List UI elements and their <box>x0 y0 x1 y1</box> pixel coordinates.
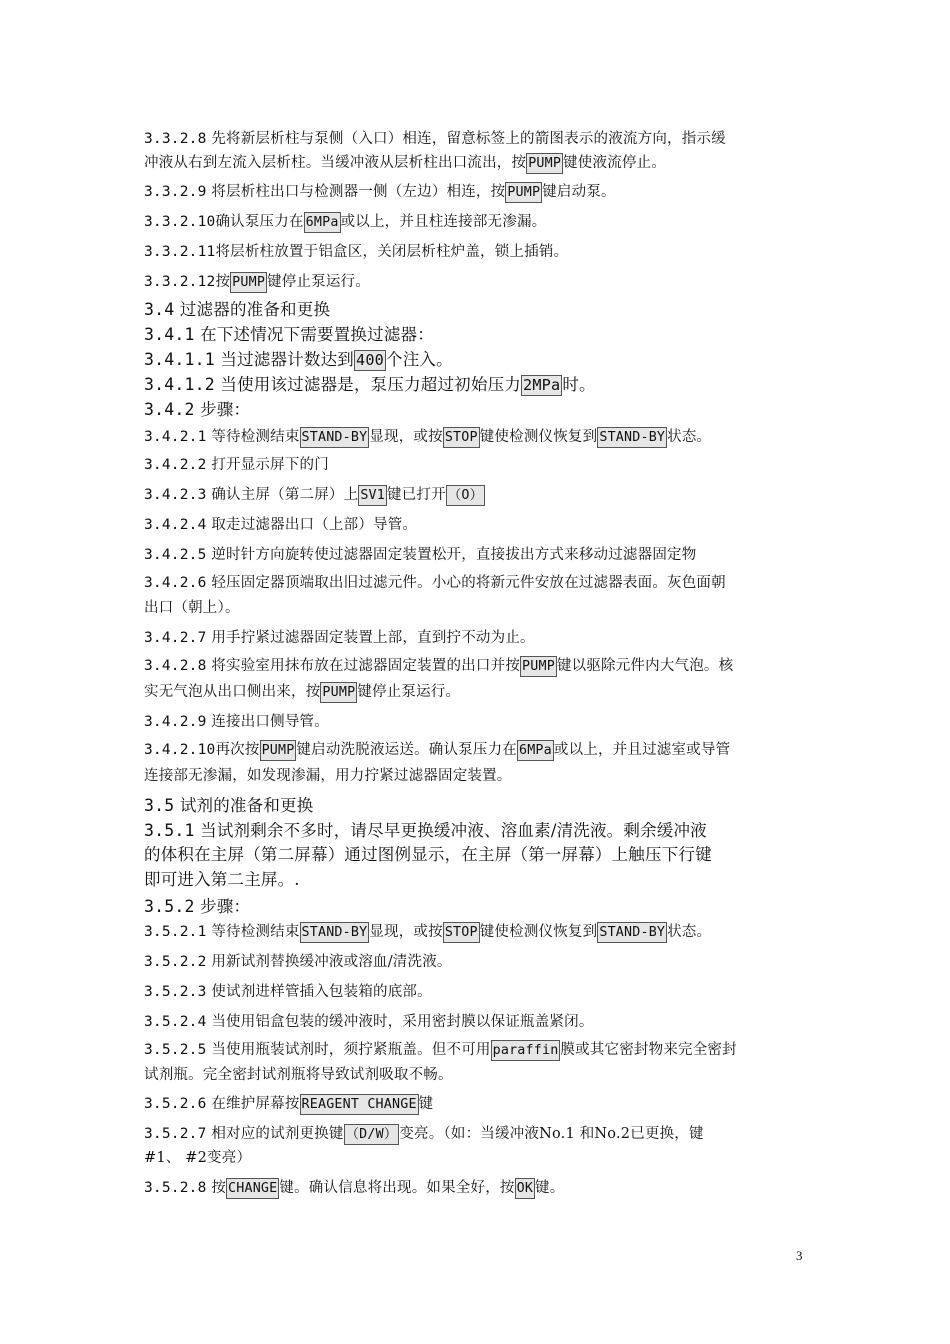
text-line <box>144 794 313 818</box>
text-run: 用手拧紧过滤器固定装置上部，直到拧不动为止。 <box>206 630 535 646</box>
section-number: 3.5.2.4 <box>144 1014 207 1030</box>
text-run: 步骤： <box>194 400 251 419</box>
text-run: 等待检测结束 <box>206 429 300 445</box>
section-number: 3.5.1 <box>144 821 195 840</box>
text-run: 冲液从右到左流入层析柱。当缓冲液从层析柱出口流出，按 <box>144 155 527 171</box>
text-run: 出口（朝上）。 <box>144 600 240 616</box>
text-line <box>144 626 535 650</box>
section-number: 3.4.1.1 <box>144 350 215 369</box>
text-run: 再次按 <box>215 742 260 758</box>
text-run: 键以驱除元件内大气泡。核 <box>556 658 734 674</box>
section-number: 3.4.2.3 <box>144 487 207 503</box>
text-run: 当使用该过滤器是，泵压力超过初始压力 <box>214 375 521 394</box>
key-label: 400 <box>355 351 384 369</box>
text-run: 试剂的准备和更换 <box>174 796 314 815</box>
text-run: 打开显示屏下的门 <box>206 457 329 473</box>
text-line <box>144 151 666 175</box>
text-run: 连接出口侧导管。 <box>206 714 329 730</box>
key-label: STAND-BY <box>597 427 667 448</box>
text-line <box>144 680 460 704</box>
text-line <box>144 483 485 507</box>
section-number: 3.3.2.8 <box>144 131 207 147</box>
text-line <box>144 127 726 151</box>
text-line <box>144 425 711 449</box>
text-run: 按 <box>215 274 231 290</box>
section-number: 3.4.2.10 <box>144 742 216 758</box>
text-run: 确认泵压力在 <box>215 214 304 230</box>
text-run: 状态。 <box>667 924 712 940</box>
section-number: 3.3.2.9 <box>144 184 207 200</box>
key-label: CHANGE <box>226 1178 279 1199</box>
key-label: REAGENT CHANGE <box>300 1094 419 1115</box>
section-number: 3.5.2.1 <box>144 924 207 940</box>
key-label: PUMP <box>505 182 542 203</box>
text-line <box>144 654 733 678</box>
text-line <box>144 1010 594 1034</box>
text-run: 键已打开 <box>387 487 446 503</box>
text-line <box>144 1038 737 1062</box>
text-line <box>144 1063 453 1087</box>
text-run: 使试剂进样管插入包装箱的底部。 <box>206 984 432 1000</box>
text-run: 状态。 <box>667 429 712 445</box>
text-run: 键。确认信息将出现。如果全好，按 <box>279 1180 515 1196</box>
text-line <box>144 1176 564 1200</box>
text-run: 或以上，并且柱连接部无渗漏。 <box>340 214 547 230</box>
key-label: 2MPa <box>522 376 561 394</box>
text-run: 显现，或按 <box>369 429 443 445</box>
section-number: 3.5 <box>144 796 175 815</box>
text-run: 键 <box>418 1096 434 1112</box>
text-run: 键使检测仪恢复到 <box>479 429 598 445</box>
text-line <box>144 543 696 567</box>
section-number: 3.4.2.9 <box>144 714 207 730</box>
text-line <box>144 950 452 974</box>
text-run: 键启动洗脱液运送。确认泵压力在 <box>296 742 517 758</box>
key-label: STOP <box>443 427 480 448</box>
section-number: 3.5.2.7 <box>144 1126 207 1142</box>
text-run: 当使用铝盒包装的缓冲液时，采用密封膜以保证瓶盖紧闭。 <box>206 1014 594 1030</box>
section-number: 3.3.2.12 <box>144 274 216 290</box>
section-number: 3.4.2.4 <box>144 517 207 533</box>
section-number: 3.4.1.2 <box>144 375 215 394</box>
key-label: STAND-BY <box>300 922 370 943</box>
text-line <box>144 738 730 762</box>
text-line <box>144 571 726 595</box>
text-run: 轻压固定器顶端取出旧过滤元件。小心的将新元件安放在过滤器表面。灰色面朝 <box>206 575 726 591</box>
text-run: 在维护屏幕按 <box>206 1096 300 1112</box>
text-line <box>144 1092 433 1116</box>
text-run: 将层析柱出口与检测器一侧（左边）相连，按 <box>206 184 506 200</box>
key-label: OK <box>515 1178 535 1199</box>
key-label: STOP <box>443 922 480 943</box>
text-line <box>144 373 596 397</box>
text-run: 在下述情况下需要置换过滤器： <box>194 325 434 344</box>
text-run: 等待检测结束 <box>206 924 300 940</box>
text-line <box>144 764 512 788</box>
text-line <box>144 298 330 322</box>
page-number: 3 <box>796 1248 803 1263</box>
section-number: 3.5.2.8 <box>144 1180 207 1196</box>
key-label: PUMP <box>526 153 563 174</box>
text-run: 试剂瓶。完全密封试剂瓶将导致试剂吸取不畅。 <box>144 1067 453 1083</box>
key-label: 6MPa <box>517 740 554 761</box>
section-number: 3.4 <box>144 300 175 319</box>
section-number: 3.4.2 <box>144 400 195 419</box>
key-label: （D/W） <box>344 1124 400 1145</box>
key-label: STAND-BY <box>597 922 667 943</box>
text-run: 膜或其它密封物来完全密封 <box>560 1042 737 1058</box>
key-label: STAND-BY <box>300 427 370 448</box>
section-number: 3.5.2 <box>144 897 195 916</box>
section-number: 3.4.2.5 <box>144 547 207 563</box>
text-line <box>144 1122 704 1146</box>
text-line <box>144 348 453 372</box>
text-run: 将实验室用抹布放在过滤器固定装置的出口并按 <box>206 658 521 674</box>
text-line <box>144 843 712 867</box>
key-label: PUMP <box>520 656 557 677</box>
section-number: 3.4.2.7 <box>144 630 207 646</box>
text-run: 相对应的试剂更换键 <box>206 1126 344 1142</box>
text-line <box>144 453 329 477</box>
text-line <box>144 210 546 234</box>
text-line <box>144 895 250 919</box>
text-run: 用新试剂替换缓冲液或溶血/清洗液。 <box>206 954 452 970</box>
text-run: 将层析柱放置于铝盒区，关闭层析柱炉盖，锁上插销。 <box>215 244 569 260</box>
text-run: 当使用瓶装试剂时，须拧紧瓶盖。但不可用 <box>206 1042 491 1058</box>
section-number: 3.3.2.11 <box>144 244 216 260</box>
text-line <box>144 1146 251 1170</box>
text-run: 按 <box>206 1180 227 1196</box>
text-run: 确认主屏（第二屏）上 <box>206 487 359 503</box>
text-line <box>144 513 417 537</box>
text-line <box>144 323 434 347</box>
text-run: 的体积在主屏（第二屏幕）通过图例显示，在主屏（第一屏幕）上触压下行键 <box>144 845 712 864</box>
section-number: 3.3.2.10 <box>144 214 216 230</box>
text-run: 取走过滤器出口（上部）导管。 <box>206 517 418 533</box>
text-run: 或以上，并且过滤室或导管 <box>553 742 731 758</box>
text-run: 键使液流停止。 <box>563 155 667 171</box>
text-run: 当试剂剩余不多时，请尽早更换缓冲液、溶血素/清洗液。剩余缓冲液 <box>194 821 707 840</box>
key-label: （O） <box>446 485 485 506</box>
text-run: 键启动泵。 <box>542 184 616 200</box>
text-run: 过滤器的准备和更换 <box>174 300 331 319</box>
section-number: 3.4.2.6 <box>144 575 207 591</box>
text-line <box>144 980 432 1004</box>
text-run: 逆时针方向旋转使过滤器固定装置松开，直接拔出方式来移动过滤器固定物 <box>206 547 697 563</box>
key-label: PUMP <box>260 740 297 761</box>
text-run: 键停止泵运行。 <box>267 274 370 290</box>
key-label: PUMP <box>320 682 357 703</box>
text-run: 步骤： <box>194 897 251 916</box>
text-line <box>144 868 300 892</box>
text-line <box>144 710 329 734</box>
section-number: 3.5.2.3 <box>144 984 207 1000</box>
section-number: 3.4.1 <box>144 325 195 344</box>
text-run: 显现，或按 <box>369 924 443 940</box>
text-line <box>144 270 370 294</box>
text-run: 键使检测仪恢复到 <box>479 924 598 940</box>
text-run: 当过滤器计数达到 <box>214 350 354 369</box>
section-number: 3.5.2.2 <box>144 954 207 970</box>
key-label: paraffin <box>491 1040 561 1061</box>
text-line <box>144 596 240 620</box>
text-run: 即可进入第二主屏。. <box>144 870 300 889</box>
text-line <box>144 920 711 944</box>
key-label: PUMP <box>230 272 267 293</box>
text-run: 键。 <box>535 1180 565 1196</box>
text-run: 个注入。 <box>386 350 453 369</box>
text-run: 变亮。（如：当缓冲液No.1 和No.2已更换，键 <box>399 1126 704 1142</box>
section-number: 3.5.2.6 <box>144 1096 207 1112</box>
text-line <box>144 398 250 422</box>
text-run: 连接部无渗漏，如发现渗漏，用力拧紧过滤器固定装置。 <box>144 768 512 784</box>
text-run: #1、 #2变亮） <box>144 1150 252 1166</box>
text-line <box>144 180 616 204</box>
section-number: 3.5.2.5 <box>144 1042 207 1058</box>
key-label: SV1 <box>358 485 387 506</box>
section-number: 3.4.2.2 <box>144 457 207 473</box>
section-number: 3.4.2.8 <box>144 658 207 674</box>
key-label: 6MPa <box>304 212 341 233</box>
text-run: 时。 <box>562 375 596 394</box>
text-line <box>144 240 568 264</box>
text-line <box>144 819 707 843</box>
text-run: 实无气泡从出口侧出来，按 <box>144 684 321 700</box>
text-run: 键停止泵运行。 <box>357 684 461 700</box>
text-run: 先将新层析柱与泵侧（入口）相连，留意标签上的箭图表示的液流方向，指示缓 <box>206 131 726 147</box>
section-number: 3.4.2.1 <box>144 429 207 445</box>
